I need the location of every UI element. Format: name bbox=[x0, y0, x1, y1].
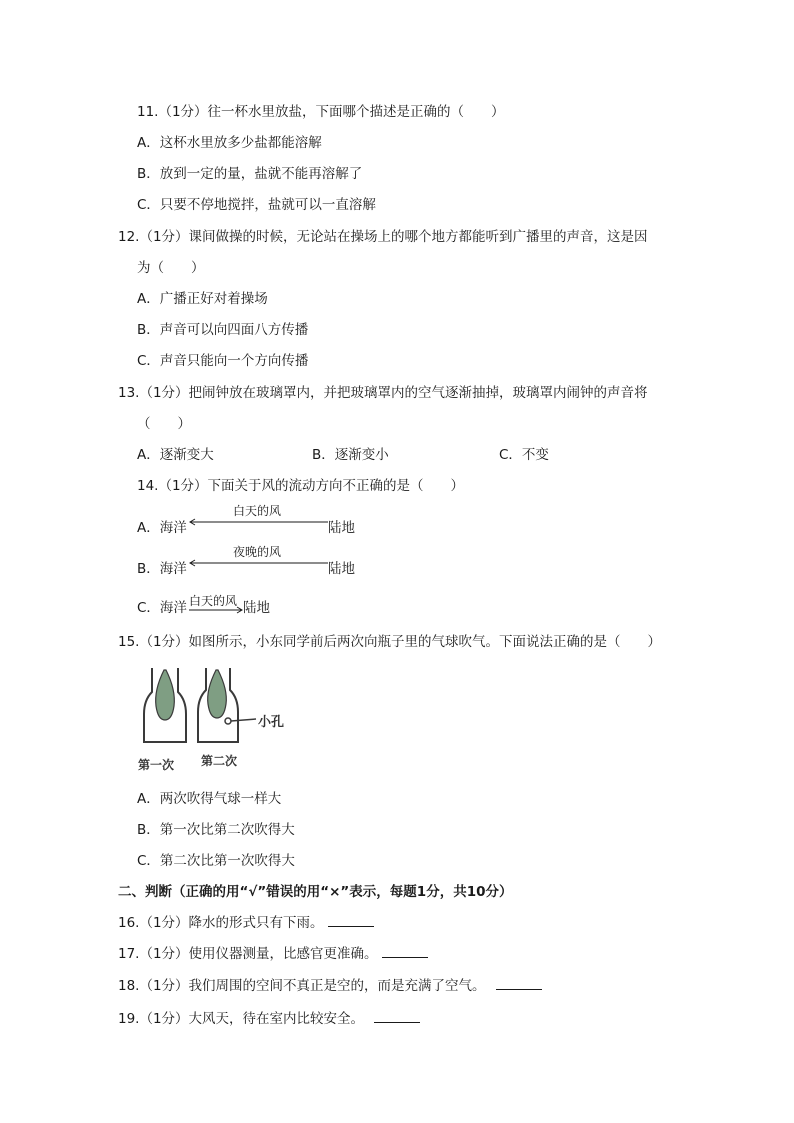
q11-option-c: C．只要不停地搅拌，盐就可以一直溶解 bbox=[137, 197, 376, 213]
q14-option-a-arrow-label: 白天的风 bbox=[233, 504, 282, 518]
q12-stem-line2: 为（ ） bbox=[137, 260, 205, 276]
q15-option-b: B．第一次比第二次吹得大 bbox=[137, 822, 295, 838]
q13-stem-line1: 13.（1分）把闹钟放在玻璃罩内，并把玻璃罩内的空气逐渐抽掉，玻璃罩内闹钟的声音将 bbox=[118, 385, 648, 401]
q12-stem-line1: 12.（1分）课间做操的时候，无论站在操场上的哪个地方都能听到广播里的声音，这是因 bbox=[118, 229, 648, 245]
judgement-17 bbox=[118, 945, 428, 963]
judgement-19-text: 19.（1分）大风天，待在室内比较安全。 bbox=[118, 1011, 365, 1027]
q12-option-c: C．声音只能向一个方向传播 bbox=[137, 353, 309, 369]
q11-option-a: A．这杯水里放多少盐都能溶解 bbox=[137, 135, 322, 151]
judgement-17-text: 17.（1分）使用仪器测量，比感官更准确。 bbox=[118, 946, 378, 962]
q14-option-a-end: 陆地 bbox=[328, 520, 355, 536]
q12-option-a: A．广播正好对着操场 bbox=[137, 291, 268, 307]
q14-option-c-end: 陆地 bbox=[243, 600, 270, 616]
q14-option-b-end: 陆地 bbox=[328, 561, 355, 577]
judgement-16-text: 16.（1分）降水的形式只有下雨。 bbox=[118, 915, 324, 931]
section2-heading: 二、判断（正确的用“√”错误的用“×”表示，每题1分，共10分） bbox=[118, 884, 513, 900]
q14-option-b-arrow bbox=[188, 559, 330, 569]
q12-option-b: B．声音可以向四面八方传播 bbox=[137, 322, 309, 338]
q13-option-a: A．逐渐变大 bbox=[137, 447, 214, 463]
q14-option-a-arrow bbox=[188, 518, 330, 528]
bottle-first-icon bbox=[144, 668, 186, 742]
q14-stem: 14.（1分）下面关于风的流动方向不正确的是（ ） bbox=[137, 478, 465, 494]
answer-blank[interactable] bbox=[374, 1010, 420, 1023]
q15-stem: 15.（1分）如图所示，小东同学前后两次向瓶子里的气球吹气。下面说法正确的是（ ） bbox=[118, 634, 662, 650]
q14-option-c-letter: C．海洋 bbox=[137, 600, 187, 616]
q14-option-c-arrow bbox=[188, 606, 244, 616]
judgement-16 bbox=[118, 914, 374, 932]
bottle-second-icon bbox=[198, 668, 256, 742]
q14-option-b-letter: B．海洋 bbox=[137, 561, 187, 577]
q15-hole-label: 小孔 bbox=[258, 715, 285, 730]
q15-option-c: C．第二次比第一次吹得大 bbox=[137, 853, 295, 869]
q14-option-b-arrow-label: 夜晚的风 bbox=[233, 545, 282, 559]
judgement-18 bbox=[118, 977, 542, 995]
judgement-18-text: 18.（1分）我们周围的空间不真正是空的，而是充满了空气。 bbox=[118, 978, 486, 994]
q11-stem: 11.（1分）往一杯水里放盐，下面哪个描述是正确的（ ） bbox=[137, 104, 505, 120]
q14-option-c-arrow-label: 白天的风 bbox=[189, 594, 238, 608]
q15-caption-first: 第一次 bbox=[138, 758, 175, 772]
answer-blank[interactable] bbox=[382, 945, 428, 958]
q13-option-b: B．逐渐变小 bbox=[312, 447, 389, 463]
answer-blank[interactable] bbox=[328, 914, 374, 927]
q15-option-a: A．两次吹得气球一样大 bbox=[137, 791, 282, 807]
q14-option-a-letter: A．海洋 bbox=[137, 520, 187, 536]
judgement-19 bbox=[118, 1010, 420, 1028]
q11-option-b: B．放到一定的量，盐就不能再溶解了 bbox=[137, 166, 363, 182]
q13-stem-line2: （ ） bbox=[137, 416, 191, 432]
q15-caption-second: 第二次 bbox=[201, 754, 238, 768]
answer-blank[interactable] bbox=[496, 977, 542, 990]
q13-option-c: C．不变 bbox=[499, 447, 549, 463]
